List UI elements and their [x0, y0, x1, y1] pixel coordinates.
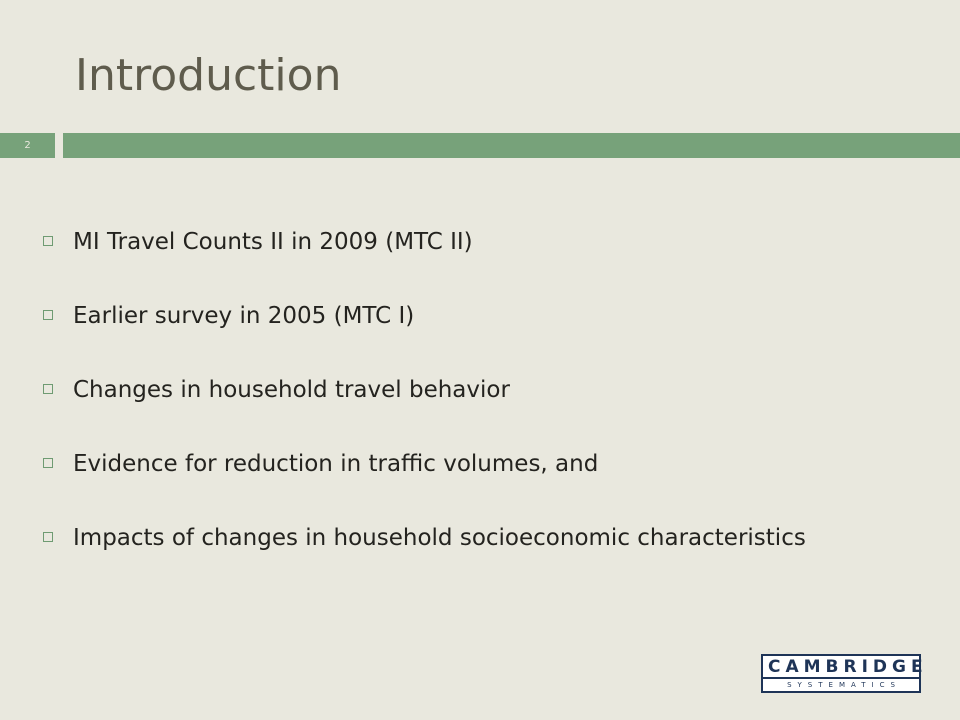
square-bullet-icon: [43, 532, 53, 542]
bullet-item: [43, 443, 903, 485]
bullet-item: [43, 221, 903, 263]
bullet-text: Earlier survey in 2005 (MTC I): [73, 303, 415, 329]
slide-number-band: [0, 133, 55, 158]
bullet-item: [43, 369, 903, 411]
bullet-text: MI Travel Counts II in 2009 (MTC II): [73, 229, 473, 255]
square-bullet-icon: [43, 458, 53, 468]
bullet-item: [43, 295, 903, 337]
bullet-text: Changes in household travel behavior: [73, 377, 510, 403]
square-bullet-icon: [43, 384, 53, 394]
bullet-text: Impacts of changes in household socioeconomic characteristics: [73, 525, 806, 551]
square-bullet-icon: [43, 310, 53, 320]
bullet-text: Evidence for reduction in traffic volumes, and: [73, 451, 599, 477]
slide-number: 2: [24, 140, 31, 151]
cambridge-systematics-logo: [761, 654, 928, 693]
slide-title: Introduction: [75, 50, 342, 101]
square-bullet-icon: [43, 236, 53, 246]
bullet-list: [43, 221, 903, 591]
logo-word: CAMBRIDGE: [763, 656, 919, 679]
logo-subtitle: SYSTEMATICS: [787, 681, 901, 689]
title-divider-band: [63, 133, 960, 158]
bullet-item: [43, 517, 903, 559]
